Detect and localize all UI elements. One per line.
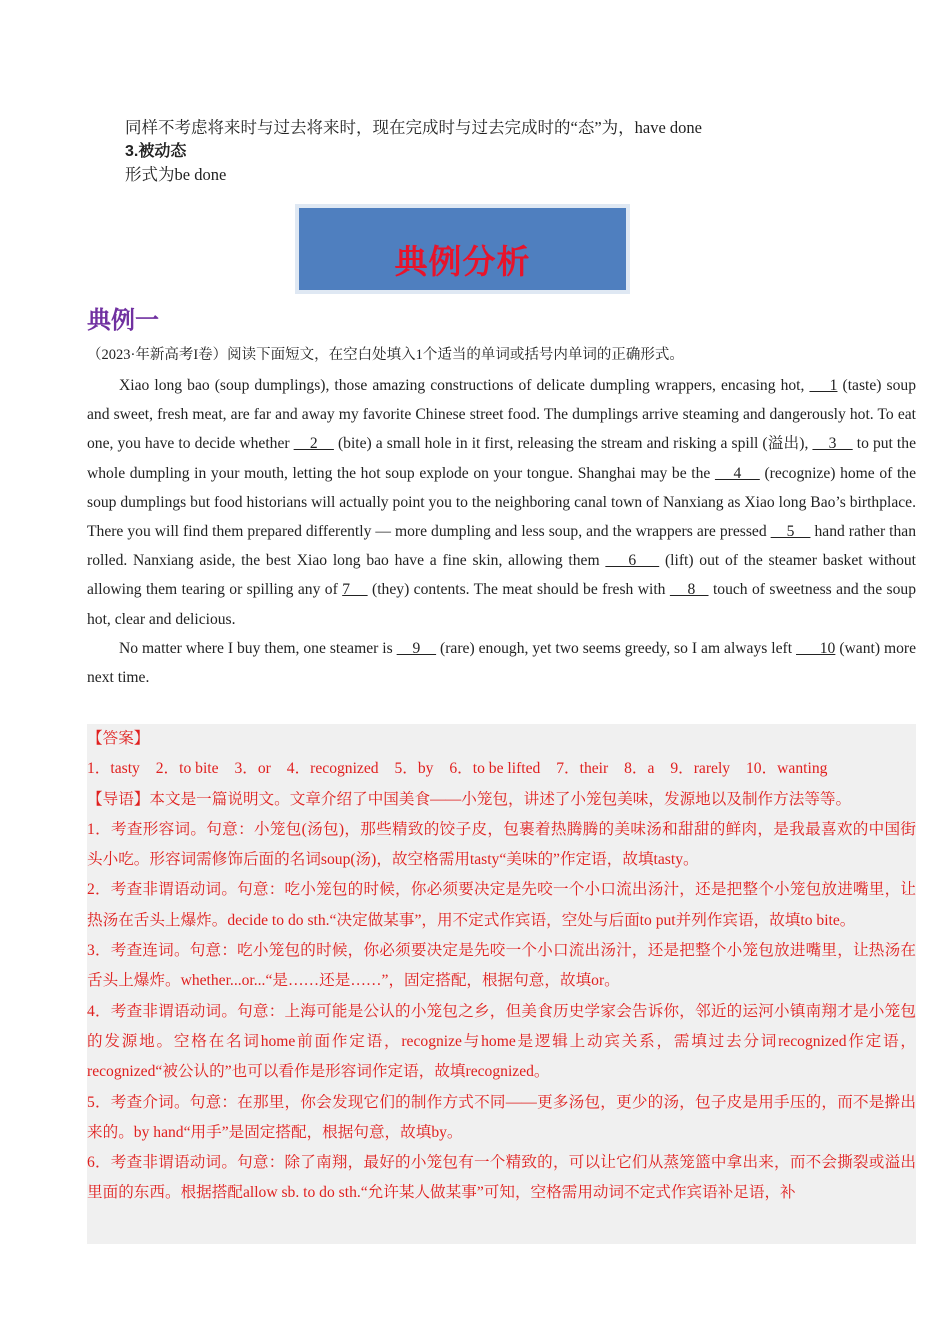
passage-text: (rare) enough, yet two seems greedy, so I am always left xyxy=(436,639,797,657)
answer-item: 7．their xyxy=(556,760,609,778)
answer-item: 5．by xyxy=(394,760,434,778)
answer-item: 1．tasty xyxy=(87,760,140,778)
blank-5: 5 xyxy=(770,523,811,541)
explanation-item: 5．考查介词。句意：在那里，你会发现它们的制作方式不同——更多汤包，更少的汤，包子皮是用手压的，而不是擀出来的。by hand“用手”是固定搭配，根据句意，故填by。 xyxy=(87,1093,916,1141)
banner-title: 典例分析 xyxy=(394,241,531,281)
blank-4: 4 xyxy=(714,464,760,482)
passage-text: (lift) out of the steamer basket without allowing them tearing or spilling any of xyxy=(87,552,916,599)
banner-frame xyxy=(295,204,630,294)
blank-1: 1 xyxy=(809,377,838,394)
intro-line-1: 同样不考虑将来时与过去将来时，现在完成时与过去完成时的“态”为，have done xyxy=(125,118,702,137)
question-source: （2023·年新高考I卷）阅读下面短文，在空白处填入1个适当的单词或括号内单词的正确形式。 xyxy=(87,347,684,363)
banner xyxy=(299,208,626,290)
passage-text: Xiao long bao (soup dumplings), those amazing constructions of delicate dumpling wrappers, encasing hot, xyxy=(119,377,810,394)
section-heading-passive: 3.被动态 xyxy=(125,142,187,160)
answer-label: 【答案】 xyxy=(87,730,150,747)
answer-guide: 【导语】本文是一篇说明文。文章介绍了中国美食——小笼包，讲述了小笼包美味，发源地以及制作方法等等。 xyxy=(87,790,852,808)
blank-7: 7 xyxy=(342,581,368,599)
passage-paragraph-1 xyxy=(87,371,916,634)
answer-item: 9．rarely xyxy=(670,760,731,778)
answer-item: 10．wanting xyxy=(745,760,828,778)
answer-item: 2．to bite xyxy=(155,760,219,778)
answer-list xyxy=(87,754,916,784)
blank-9: 9 xyxy=(396,639,437,657)
explanation-item: 1．考查形容词。句意：小笼包(汤包)，那些精致的饺子皮，包裹着热腾腾的美味汤和甜甜的鲜肉，是我最喜欢的中国街头小吃。形容词需修饰后面的名词soup(汤)，故空格需用tasty“美味的”作定语，故填tasty。 xyxy=(87,820,916,869)
passage-text: to put the whole dumpling in your mouth, letting the hot soup explode on your tongue. Shanghai may be the xyxy=(87,435,916,482)
intro-section xyxy=(125,116,845,187)
explanation-item: 2．考查非谓语动词。句意：吃小笼包的时候，你必须要决定是先咬一个小口流出汤汁，还是把整个小笼包放进嘴里，让热汤在舌头上爆炸。decide to do sth.“决定做某事”，用不定式作宾语，空处与后面to put并列作宾语，故填to bite。 xyxy=(87,881,916,929)
answer-item: 4．recognized xyxy=(286,760,379,778)
passage-text: (want) more next time. xyxy=(87,639,917,687)
blank-10: 10 xyxy=(796,639,836,657)
blank-2: 2 xyxy=(293,435,334,453)
answer-item: 6．to be lifted xyxy=(449,760,541,778)
answer-item: 3．or xyxy=(234,760,271,778)
passage-text: (bite) a small hole in it first, releasing the stream and risking a spill (溢出), xyxy=(333,435,813,453)
blank-8: 8 xyxy=(669,581,709,599)
passage-paragraph-2 xyxy=(87,634,916,692)
passage-text: (taste) soup and sweet, fresh meat, are far and away my favorite Chinese street food. The dumplings arrive steaming and dangerously hot. To eat one, you have to decide whether xyxy=(87,377,916,453)
passage-text: touch of sweetness and the soup hot, clear and delicious. xyxy=(87,581,916,628)
passage-text: hand rather than rolled. Nanxiang aside, the best Xiao long bao have a fine skin, allowing them xyxy=(87,523,916,570)
blank-3: 3 xyxy=(812,435,853,453)
passage-text: (recognize) home of the soup dumplings but food historians will actually point you to the neighboring canal town of Nanxiang as Xiao long Bao’s birthplace. There you will find them prepared differently — more dumpling and less soup, and the wrappers are pressed xyxy=(87,464,917,541)
passage-text: No matter where I buy them, one steamer is xyxy=(119,639,397,657)
answer-item: 8．a xyxy=(624,760,655,778)
explanation-item: 4．考查非谓语动词。句意：上海可能是公认的小笼包之乡，但美食历史学家会告诉你，邻近的运河小镇南翔才是小笼包的发源地。空格在名词home前面作定语，recognize与home是逻辑上动宾关系，需填过去分词recognized作定语，recognized“被公认的”也可以看作是形容词作定语，故填recognized。 xyxy=(87,1002,916,1081)
blank-6: 6 xyxy=(605,552,660,570)
answer-box xyxy=(87,724,916,1244)
intro-line-3: 形式为be done xyxy=(125,165,227,184)
passage xyxy=(87,371,916,692)
explanation-item: 6．考查非谓语动词。句意：除了南翔，最好的小笼包有一个精致的，可以让它们从蒸笼篮中拿出来，而不会撕裂或溢出里面的东西。根据搭配allow sb. to do sth.“允许某人做某事”可知，空格需用动词不定式作宾语补足语，补 xyxy=(87,1154,916,1202)
explanation-item: 3．考查连词。句意：吃小笼包的时候，你必须要决定是先咬一个小口流出汤汁，还是把整个小笼包放进嘴里，让热汤在舌头上爆炸。whether...or...“是……还是……”，固定搭配，根据句意，故填or。 xyxy=(87,942,916,990)
passage-text: (they) contents. The meat should be fresh with xyxy=(367,581,670,599)
example-title: 典例一 xyxy=(87,306,159,334)
